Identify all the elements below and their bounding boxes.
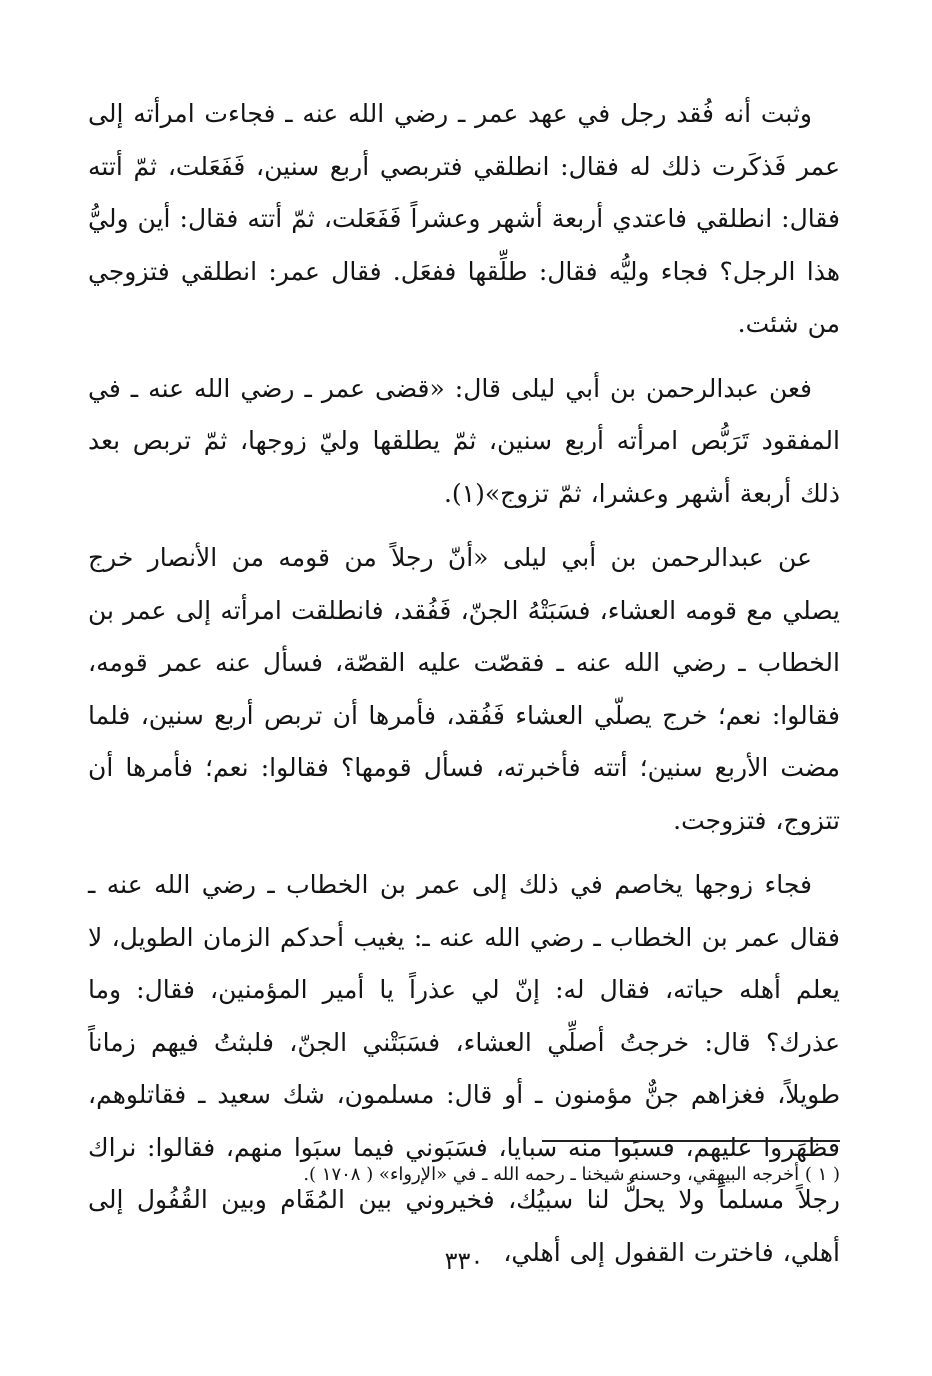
paragraph-4: فجاء زوجها يخاصم في ذلك إلى عمر بن الخطاب ـ رضي الله عنه ـ فقال عمر بن الخطاب ـ رضي الله عنه ـ: يغيب أحدكم الزمان الطويل، لا يعلم أهله حياته، فقال له: إنّ لي عذراً يا أمير المؤمنين، فقال: وما عذرك؟ قال: خرجتُ أصلِّي العشاء، فسَبَتْني الجنّ، فلبثتُ فيهم زماناً طويلاً، فغزاهم جنٌّ مؤمنون ـ أو قال: مسلمون، شك سعيد ـ فقاتلوهم، فظهَروا عليهم، فسبَوا منه سبايا، فسَبَوني فيما سبَوا منهم، فقالوا: نراك رجلاً مسلماً ولا يحلُّ لنا سبيُك، فخيروني بين المُقَام وبين القُفُول إلى أهلي، فاخترت القفول إلى أهلي، [88, 870, 840, 1267]
paragraph-3: عن عبدالرحمن بن أبي ليلى «أنّ رجلاً من قومه من الأنصار خرج يصلي مع قومه العشاء، فسَبَتْهُ الجنّ، فَفُقد، فانطلقت امرأته إلى عمر بن الخطاب ـ رضي الله عنه ـ فقصّت عليه القصّة، فسأل عنه عمر قومه، فقالوا: نعم؛ خرج يصلّي العشاء فَفُقد، فأمرها أن تربص أربع سنين، فلما مضت الأربع سنين؛ أتته فأخبرته، فسأل قومها؟ فقالوا: نعم؛ فأمرها أن تتزوج، فتزوجت. [88, 543, 840, 835]
paragraph-2: فعن عبدالرحمن بن أبي ليلى قال: «قضى عمر ـ رضي الله عنه ـ في المفقود تَرَبُّص امرأته أربع سنين، ثمّ يطلقها وليّ زوجها، ثمّ تربص بعد ذلك أربعة أشهر وعشرا، ثمّ تزوج»(١). [88, 373, 840, 508]
footnote: ( ١ ) أخرجه البيهقي، وحسنه شيخنا ـ رحمه الله ـ في «الإرواء» ( ١٧٠٨ ). [303, 1164, 840, 1185]
book-page [88, 88, 840, 1318]
footnote-divider [542, 1140, 840, 1142]
page-number: ٣٣٠ [444, 1247, 484, 1275]
paragraph-1: وثبت أنه فُقد رجل في عهد عمر ـ رضي الله عنه ـ فجاءت امرأته إلى عمر فَذكَرت ذلك له فقال: انطلقي فتربصي أربع سنين، فَفَعَلت، ثمّ أتته فقال: انطلقي فاعتدي أربعة أشهر وعشراً فَفَعَلت، ثمّ أتته فقال: أين وليُّ هذا الرجل؟ فجاء وليُّه فقال: طلِّقها ففعَل. فقال عمر: انطلقي فتزوجي من شئت. [88, 99, 841, 338]
